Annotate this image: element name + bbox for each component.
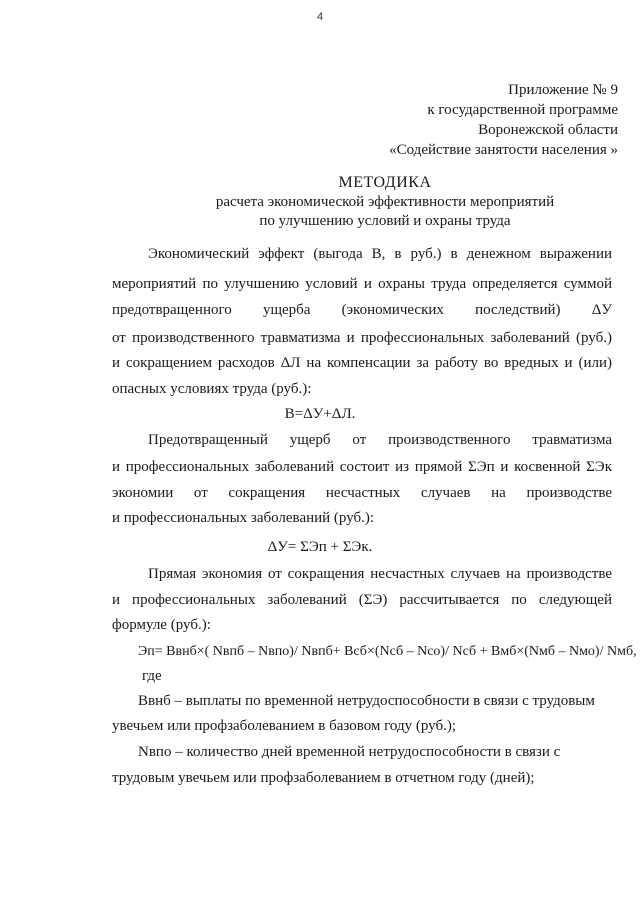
direct-savings-formula: Эп= Bвнб×( Nвпб – Nвпо)/ Nвпб+ Всб×(Nсб – Nсо)/ Nсб + Вмб×(Nмб – Nмо)/ Nмб, — [138, 644, 637, 659]
paragraph-line: Прямая экономия от сокращения несчастных случаев на производстве — [148, 566, 612, 582]
appendix-line: Воронежской области — [478, 122, 618, 138]
subtitle-line: по улучшению условий и охраны труда — [259, 213, 511, 229]
equation: В=ΔУ+ΔЛ. — [284, 406, 356, 422]
paragraph-line: трудовым увечьем или профзаболеванием в отчетном году (дней); — [112, 770, 535, 786]
definition-symbol: Nвпо — [138, 744, 172, 760]
paragraph-line: опасных условиях труда (руб.): — [112, 381, 312, 397]
appendix-line: Приложение № 9 — [508, 82, 618, 98]
definition-text: – количество дней временной нетрудоспособности в связи с — [175, 744, 561, 760]
definition-line — [138, 744, 612, 761]
subtitle-line: расчета экономической эффективности мероприятий — [215, 194, 555, 210]
paragraph-line: и профессиональных заболеваний состоит из прямой ΣЭп и косвенной ΣЭк — [112, 459, 612, 475]
paragraph-line: от производственного травматизма и профессиональных заболеваний (руб.) — [112, 330, 612, 346]
paragraph-line: увечьем или профзаболеванием в базовом году (руб.); — [112, 718, 457, 734]
appendix-header — [389, 80, 618, 160]
paragraph-line: мероприятий по улучшению условий и охраны труда определяется суммой — [112, 276, 612, 292]
paragraph-line: формуле (руб.): — [112, 617, 211, 633]
paragraph-line: предотвращенного ущерба (экономических последствий) ΔУ — [112, 302, 612, 318]
definition-line — [138, 693, 612, 710]
paragraph-line: Экономический эффект (выгода В, в руб.) в денежном выражении — [148, 246, 612, 262]
equation: ΔУ= ΣЭп + ΣЭк. — [267, 539, 373, 555]
definition-symbol: Bвнб — [138, 693, 171, 709]
paragraph-line: и профессиональных заболеваний (ΣЭ) рассчитывается по следующей — [112, 592, 612, 608]
appendix-line: «Содействие занятости населения » — [389, 142, 618, 158]
appendix-line: к государственной программе — [427, 102, 618, 118]
where-label: где — [142, 668, 162, 684]
document-title: МЕТОДИКА — [338, 174, 432, 191]
paragraph-line: и сокращением расходов ΔЛ на компенсации за работу во вредных и (или) — [112, 355, 612, 371]
paragraph-line: Предотвращенный ущерб от производственного травматизма — [148, 432, 612, 448]
paragraph-line: экономии от сокращения несчастных случаев на производстве — [112, 485, 612, 501]
definition-text: – выплаты по временной нетрудоспособности в связи с трудовым — [174, 693, 595, 709]
paragraph-line: и профессиональных заболеваний (руб.): — [112, 510, 375, 526]
title-block — [0, 173, 640, 231]
page-number: 4 — [316, 11, 324, 23]
